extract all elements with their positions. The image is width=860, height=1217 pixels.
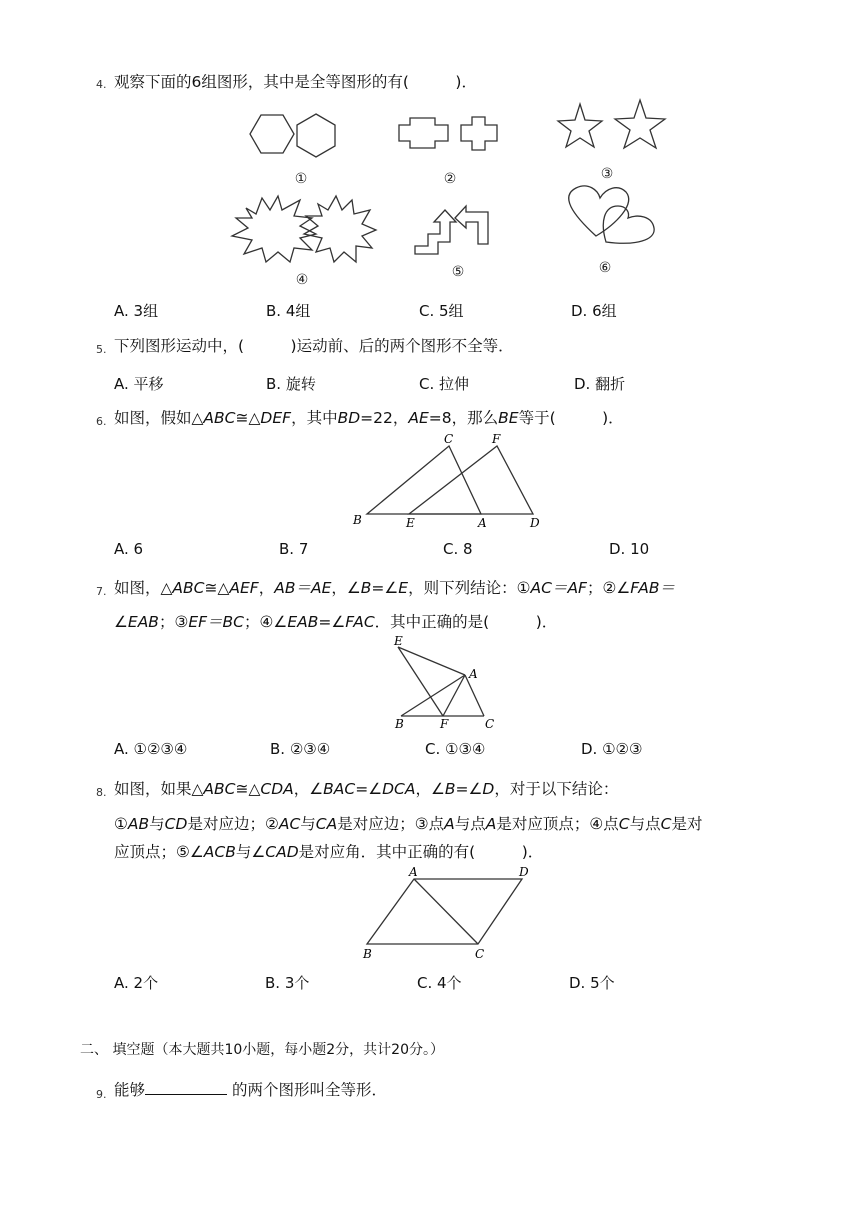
q8-option-c[interactable]: C. 4个: [417, 974, 462, 992]
q7-option-a[interactable]: A. ①②③④: [114, 740, 188, 758]
figure-label-3: ③: [600, 166, 614, 182]
question-5-text: 下列图形运动中，( )运动前、后的两个图形不全等．: [114, 337, 514, 355]
q4-option-b[interactable]: B. 4组: [266, 302, 311, 320]
point-label-a: A: [409, 865, 418, 879]
point-label-c: C: [444, 432, 454, 446]
q6-option-d[interactable]: D. 10: [609, 540, 650, 558]
question-7-text-line1: 如图，△ABC≅△AEF，AB＝AE，∠B=∠E，则下列结论：①AC＝AF；②∠FAB＝: [114, 579, 676, 597]
question-9-number: 9.: [96, 1088, 107, 1101]
figure-label-4: ④: [295, 272, 309, 288]
point-label-a: A: [469, 667, 478, 681]
question-6-text: 如图，假如△ABC≅△DEF，其中BD=22，AE=8，那么BE等于( )．: [114, 409, 624, 427]
point-label-c: C: [475, 947, 485, 961]
q8-option-b[interactable]: B. 3个: [265, 974, 310, 992]
question-8-text-line2: ①AB与CD是对应边；②AC与CA是对应边；③点A与点A是对应顶点；④点C与点C是对: [114, 815, 703, 833]
point-label-b: B: [353, 513, 362, 527]
q7-option-c[interactable]: C. ①③④: [425, 740, 486, 758]
q5-option-a[interactable]: A. 平移: [114, 375, 164, 393]
q7-option-d[interactable]: D. ①②③: [581, 740, 643, 758]
q8-option-d[interactable]: D. 5个: [569, 974, 615, 992]
answer-blank[interactable]: [145, 1080, 227, 1095]
q5-option-d[interactable]: D. 翻折: [574, 375, 626, 393]
q5-option-c[interactable]: C. 拉伸: [419, 375, 470, 393]
q6-option-b[interactable]: B. 7: [279, 540, 309, 558]
figure-label-1: ①: [294, 171, 308, 187]
question-8-text-line1: 如图，如果△ABC≅△CDA，∠BAC=∠DCA，∠B=∠D，对于以下结论：: [114, 780, 619, 798]
point-label-f: F: [440, 717, 449, 731]
question-5-number: 5.: [96, 343, 107, 356]
figure-label-6: ⑥: [598, 260, 612, 276]
point-label-b: B: [363, 947, 372, 961]
point-label-c: C: [485, 717, 495, 731]
q7-option-b[interactable]: B. ②③④: [270, 740, 331, 758]
point-label-e: E: [394, 634, 403, 648]
q5-option-b[interactable]: B. 旋转: [266, 375, 316, 393]
q4-option-d[interactable]: D. 6组: [571, 302, 617, 320]
point-label-b: B: [395, 717, 404, 731]
question-8-number: 8.: [96, 786, 107, 799]
question-9-text: 能够 的两个图形叫全等形．: [114, 1081, 387, 1099]
question-6-number: 6.: [96, 415, 107, 428]
q6-option-a[interactable]: A. 6: [114, 540, 144, 558]
section-2-heading: 二、 填空题（本大题共10小题，每小题2分，共计20分。）: [80, 1042, 444, 1058]
question-4-text: 观察下面的6组图形，其中是全等图形的有( )．: [114, 73, 477, 91]
q8-option-a[interactable]: A. 2个: [114, 974, 159, 992]
figure-label-2: ②: [443, 171, 457, 187]
figure-label-5: ⑤: [451, 264, 465, 280]
question-8-text-line3: 应顶点；⑤∠ACB与∠CAD是对应角．其中正确的有( )．: [114, 843, 544, 861]
point-label-a: A: [478, 516, 487, 530]
point-label-f: F: [492, 432, 501, 446]
point-label-e: E: [406, 516, 415, 530]
q4-option-c[interactable]: C. 5组: [419, 302, 464, 320]
question-4-number: 4.: [96, 78, 107, 91]
question-7-text-line2: ∠EAB；③EF＝BC；④∠EAB=∠FAC．其中正确的是( )．: [114, 613, 558, 631]
point-label-d: D: [530, 516, 540, 530]
q4-option-a[interactable]: A. 3组: [114, 302, 159, 320]
point-label-d: D: [519, 865, 529, 879]
question-7-number: 7.: [96, 585, 107, 598]
q6-option-c[interactable]: C. 8: [443, 540, 473, 558]
